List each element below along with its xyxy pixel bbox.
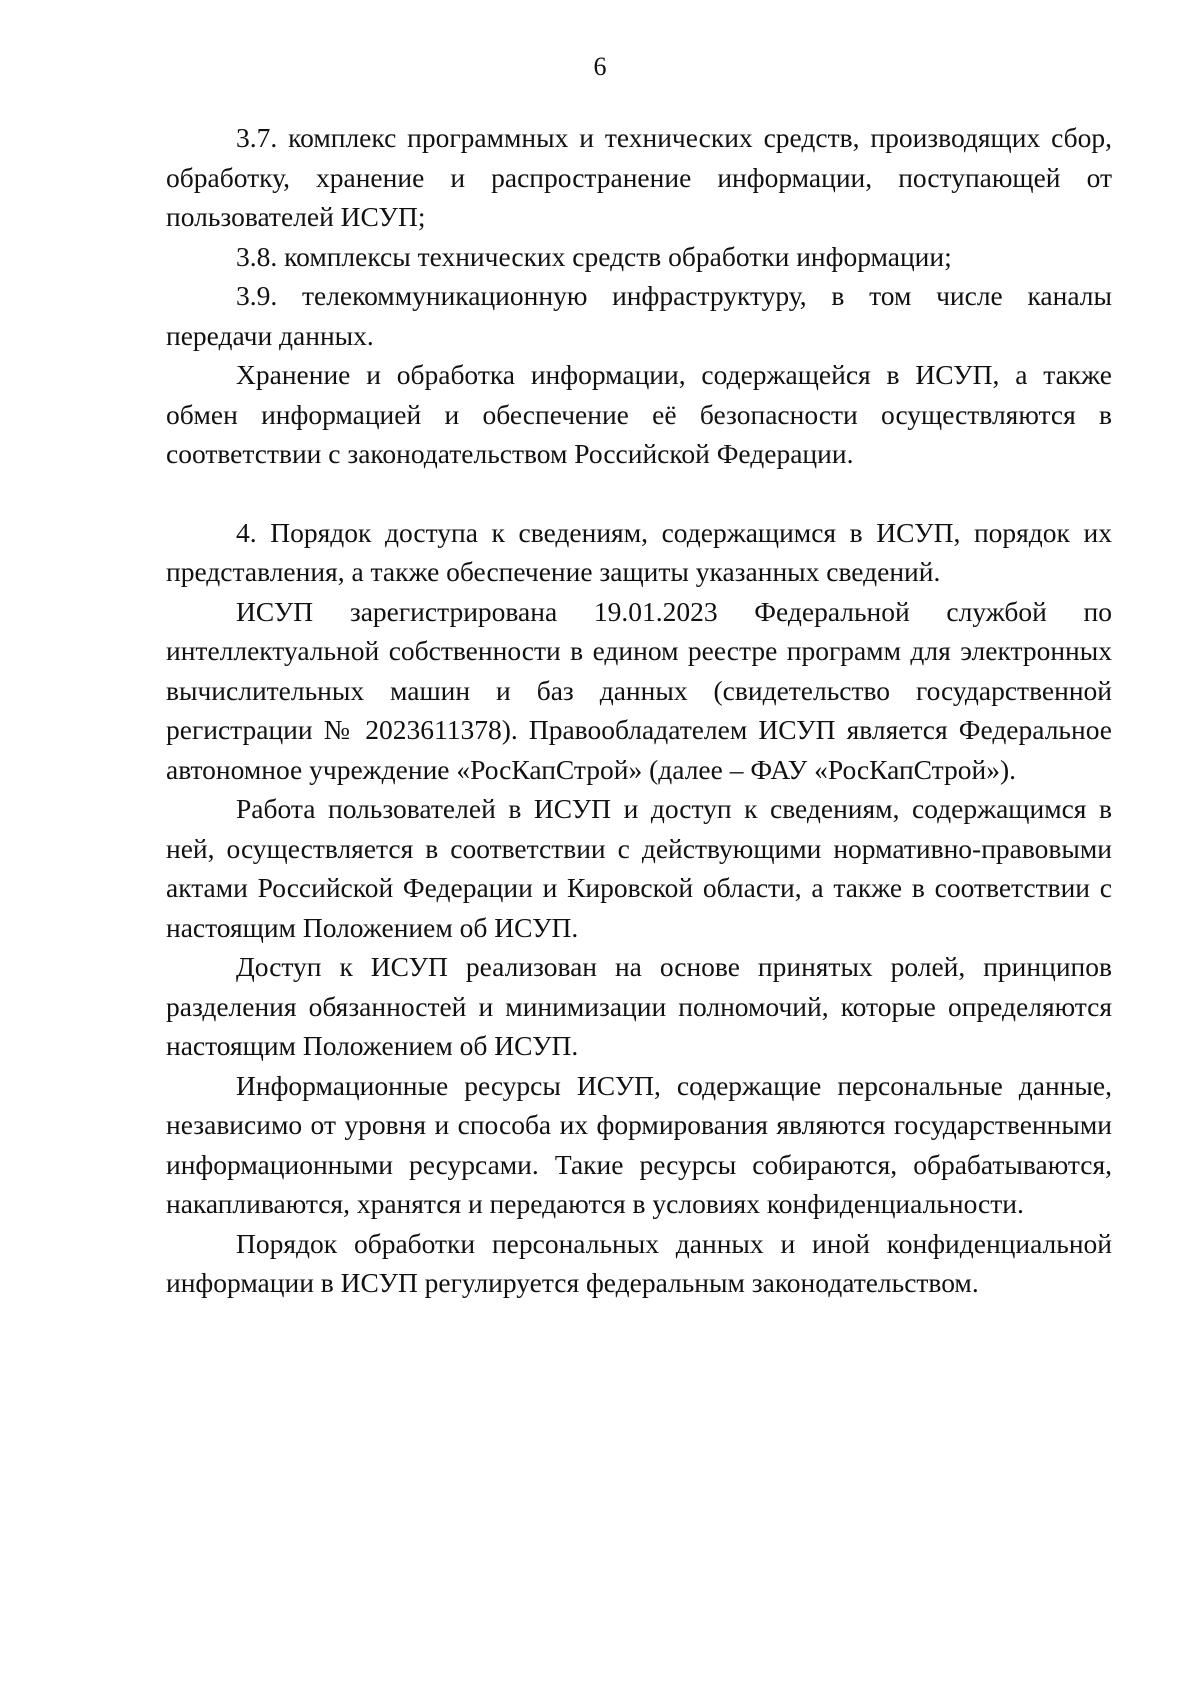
paragraph-storage-processing: Хранение и обработка информации, содержащейся в ИСУП, а также обмен информацией и обеспечение её безопасности осуществляются в соответствии с законодательством Российской Федерации. — [166, 359, 1112, 469]
list-item-3-9: 3.9. телекоммуникационную инфраструктуру, в том числе каналы передачи данных. — [166, 280, 1112, 351]
page-number: 6 — [593, 52, 607, 81]
list-item-3-7: 3.7. комплекс программных и технических средств, производящих сбор, обработку, хранение и распространение информации, поступающей от пользователей ИСУП; — [166, 122, 1112, 232]
document-body — [166, 118, 1112, 1303]
paragraph-personal-data: Порядок обработки персональных данных и иной конфиденциальной информации в ИСУП регулируется федеральным законодательством. — [166, 1227, 1112, 1298]
section-heading-4: 4. Порядок доступа к сведениям, содержащимся в ИСУП, порядок их представления, а также обеспечение защиты указанных сведений. — [166, 516, 1112, 587]
paragraph-user-work: Работа пользователей в ИСУП и доступ к сведениям, содержащимся в ней, осуществляется в соответствии с действующими нормативно-правовыми актами Российской Федерации и Кировской области, а также в соответствии с настоящим Положением об ИСУП. — [166, 793, 1112, 943]
paragraph-registration: ИСУП зарегистрирована 19.01.2023 Федеральной службой по интеллектуальной собственности в едином реестре программ для электронных вычислительных машин и баз данных (свидетельство государственной регистрации № 2023611378). Правообладателем ИСУП является Федеральное автономное учреждение «РосКапСтрой» (далее – ФАУ «РосКапСтрой»). — [166, 595, 1112, 785]
paragraph-information-resources: Информационные ресурсы ИСУП, содержащие персональные данные, независимо от уровня и способа их формирования являются государственными информационными ресурсами. Такие ресурсы собираются, обрабатываются, накапливаются, хранятся и передаются в условиях конфиденциальности. — [166, 1069, 1112, 1219]
paragraph-access-roles: Доступ к ИСУП реализован на основе принятых ролей, принципов разделения обязанностей и минимизации полномочий, которые определяются настоящим Положением об ИСУП. — [166, 951, 1112, 1061]
list-item-3-8: 3.8. комплексы технических средств обработки информации; — [236, 240, 952, 272]
